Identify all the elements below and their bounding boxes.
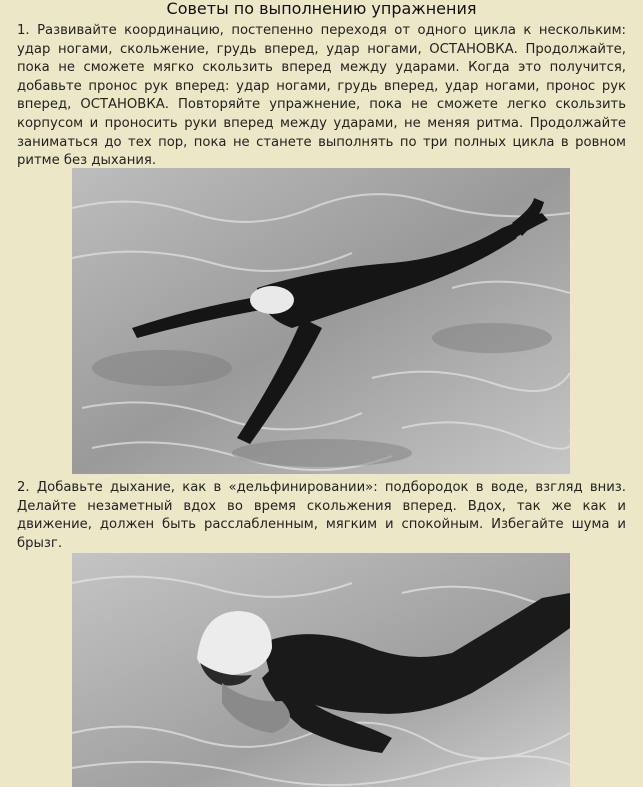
swim-cap bbox=[250, 286, 294, 314]
tip-1-text: 1. Развивайте координацию, постепенно переходя от одного цикла к нескольким: удар ногами, скольжение, грудь вперед, удар ногами, ОСТАНОВКА. Продолжайте, пока не сможете мягко скользить вперед между ударами. Когда это получится, добавьте пронос рук вперед: удар ногами, грудь вперед, удар ногами, пронос рук вперед, ОСТАНОВКА. Повторяйте упражнение, пока не сможете легко скользить корпусом и проносить руки вперед между ударами, не меняя ритма. Продолжайте заниматься до тех пор, пока не станете выполнять по три полных цикла в ровном ритме без дыхания. bbox=[17, 23, 626, 169]
page-title: Советы по выполнению упражнения bbox=[166, 0, 477, 18]
swimmer-breathing-photo bbox=[72, 553, 570, 787]
swimmer-breathing-illustration bbox=[72, 553, 570, 787]
swimmer-glide-photo bbox=[72, 168, 570, 474]
swimmer-glide-illustration bbox=[72, 168, 570, 474]
tip-2-text: 2. Добавьте дыхание, как в «дельфинировании»: подбородок в воде, взгляд вниз. Делайте незаметный вдох во время скольжения вперед. Вдох, так же как и движение, должен быть расслабленным, мягким и спокойным. Избегайте шума и брызг. bbox=[17, 480, 626, 551]
